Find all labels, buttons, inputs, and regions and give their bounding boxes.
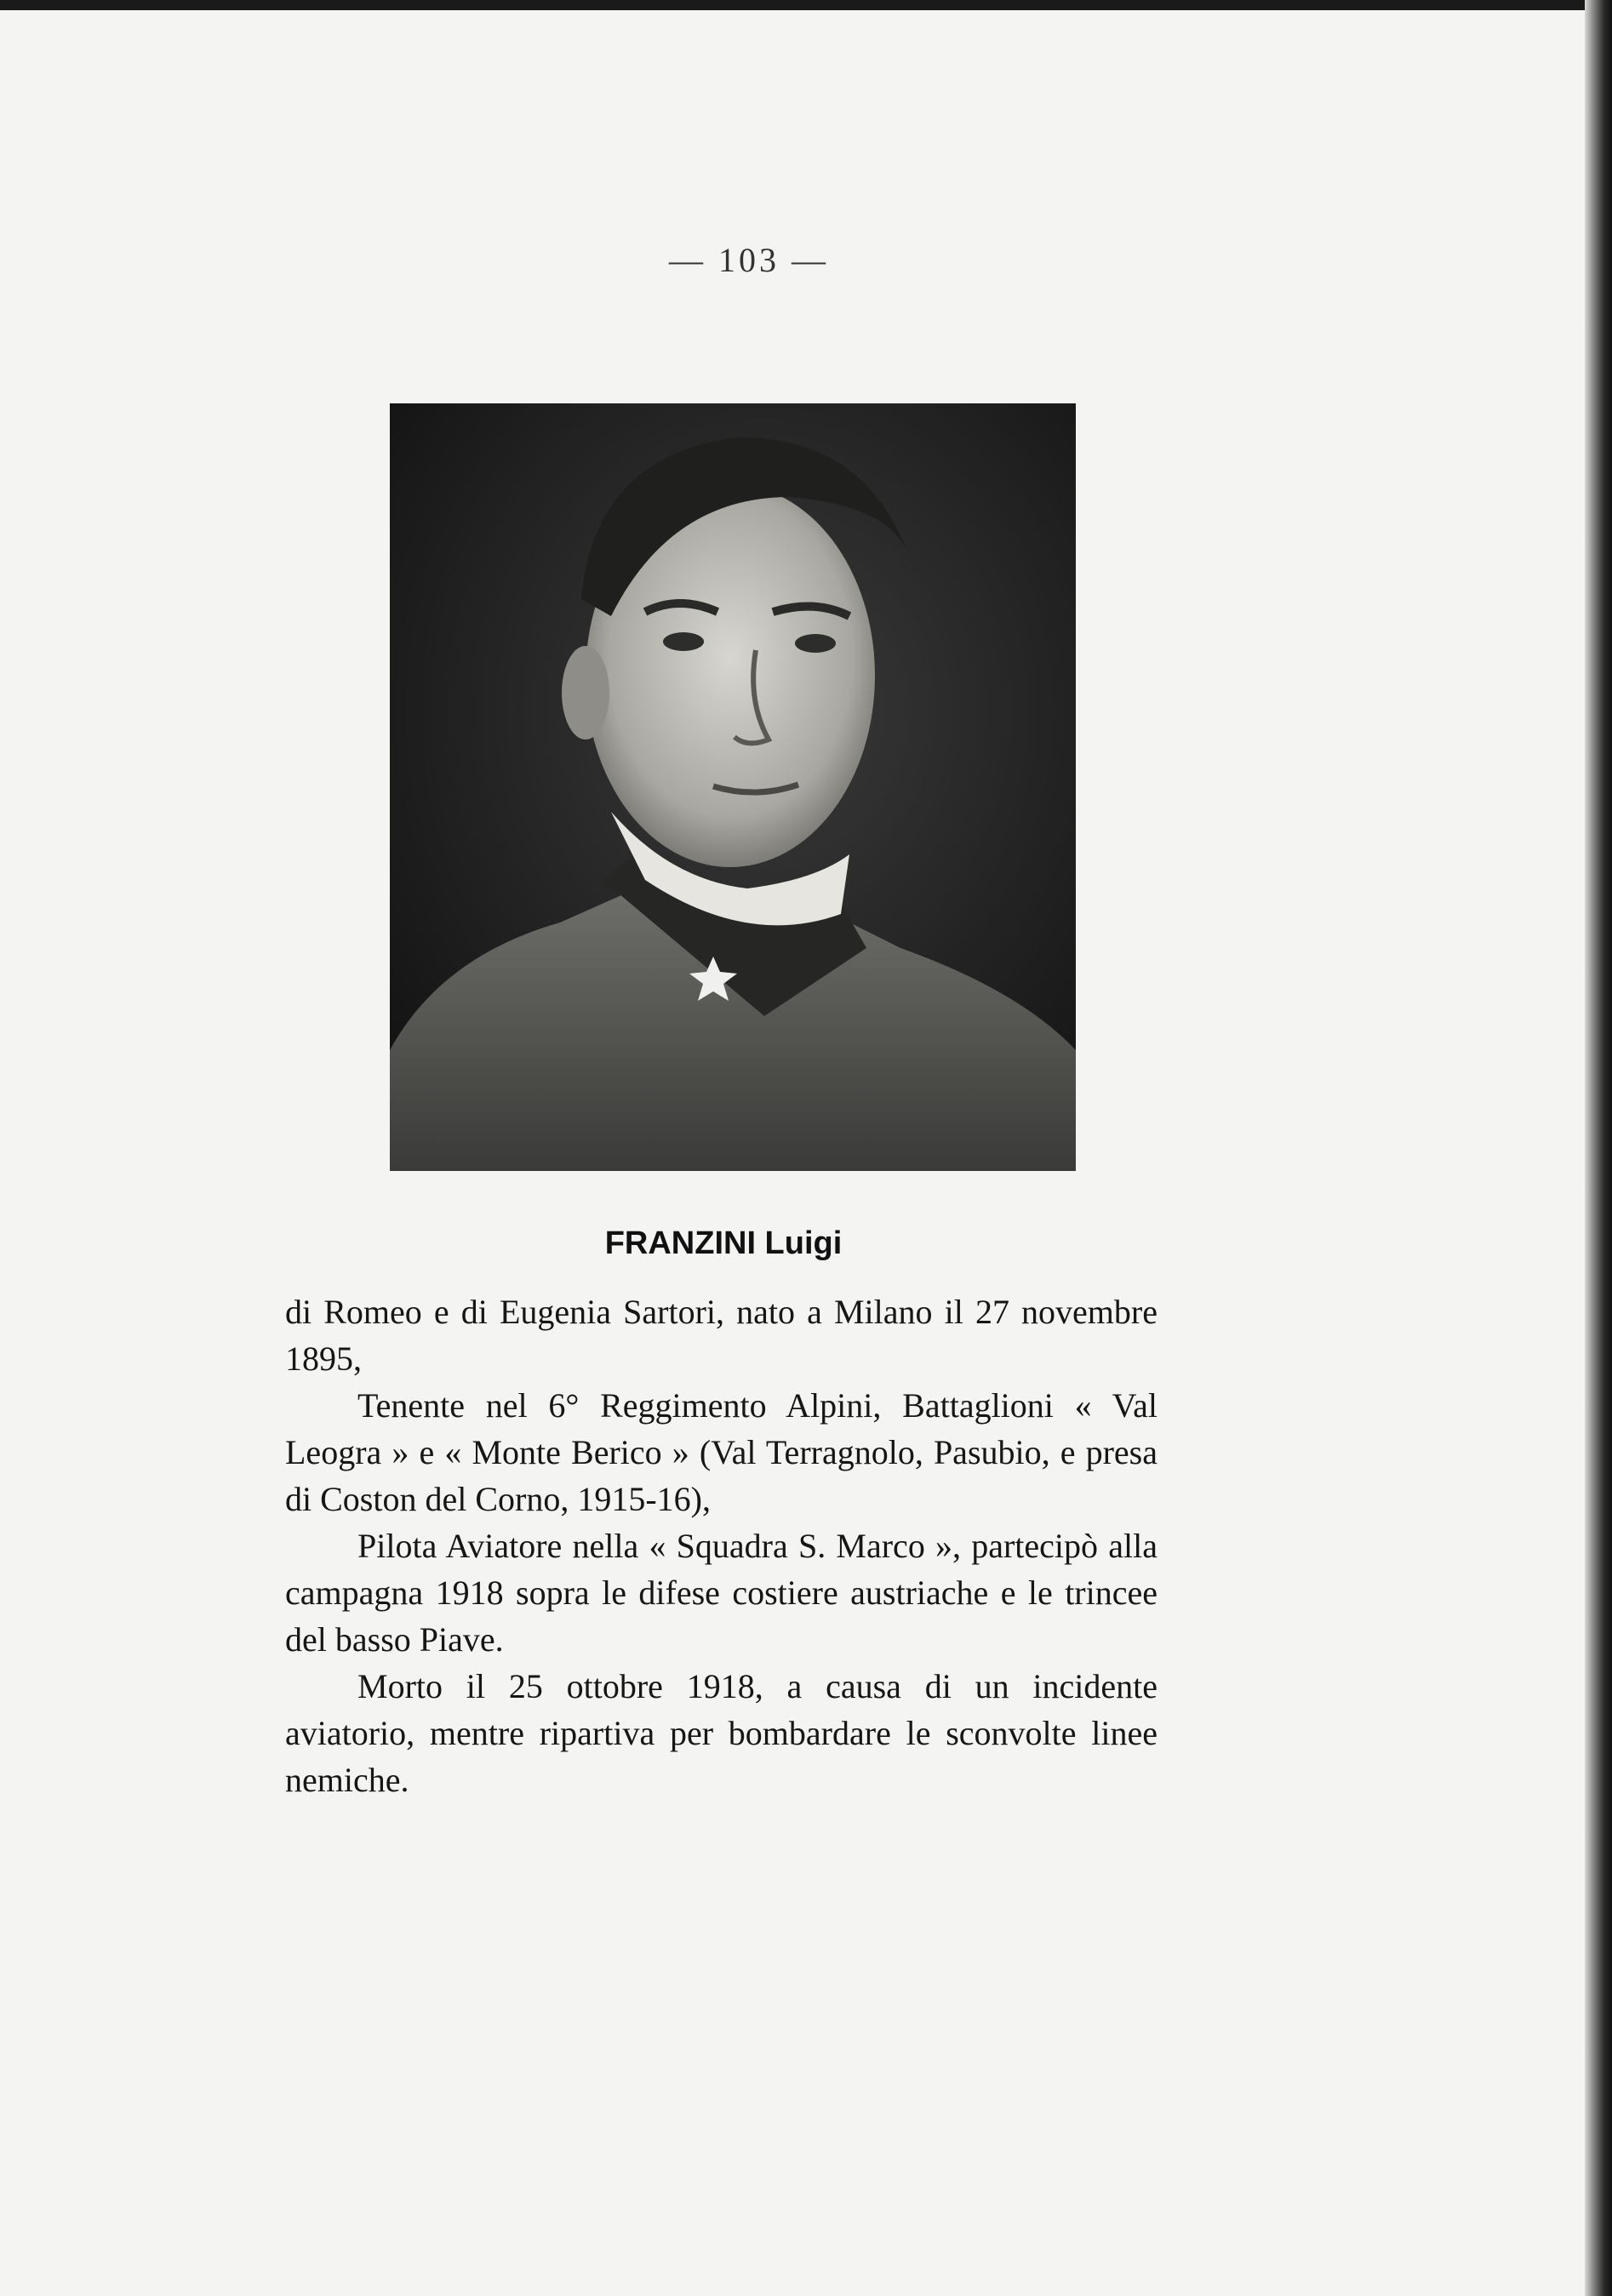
- bio-paragraph: Pilota Aviatore nella « Squadra S. Marco », partecipò alla campagna 1918 sopra le difese costiere austriache e le trincee del basso Piave.: [285, 1527, 1158, 1659]
- bio-paragraph: Tenente nel 6° Reggimento Alpini, Battaglioni « Val Leogra » e « Monte Berico » (Val Terragnolo, Pasubio, e presa di Coston del Corno, 1915-16),: [285, 1386, 1158, 1518]
- page-number: — 103 —: [669, 241, 829, 279]
- biography: [285, 1288, 1158, 1803]
- bio-paragraph: di Romeo e di Eugenia Sartori, nato a Milano il 27 novembre 1895,: [285, 1293, 1158, 1378]
- book-page: [0, 10, 1585, 2296]
- page-edge: [1585, 0, 1612, 2296]
- bio-paragraph: Morto il 25 ottobre 1918, a causa di un incidente aviatorio, mentre ripartiva per bombardare le sconvolte linee nemiche.: [285, 1667, 1158, 1799]
- portrait-photo: [390, 403, 1076, 1171]
- entry-name: FRANZINI Luigi: [604, 1225, 843, 1261]
- portrait-photo-icon: [390, 403, 1076, 1171]
